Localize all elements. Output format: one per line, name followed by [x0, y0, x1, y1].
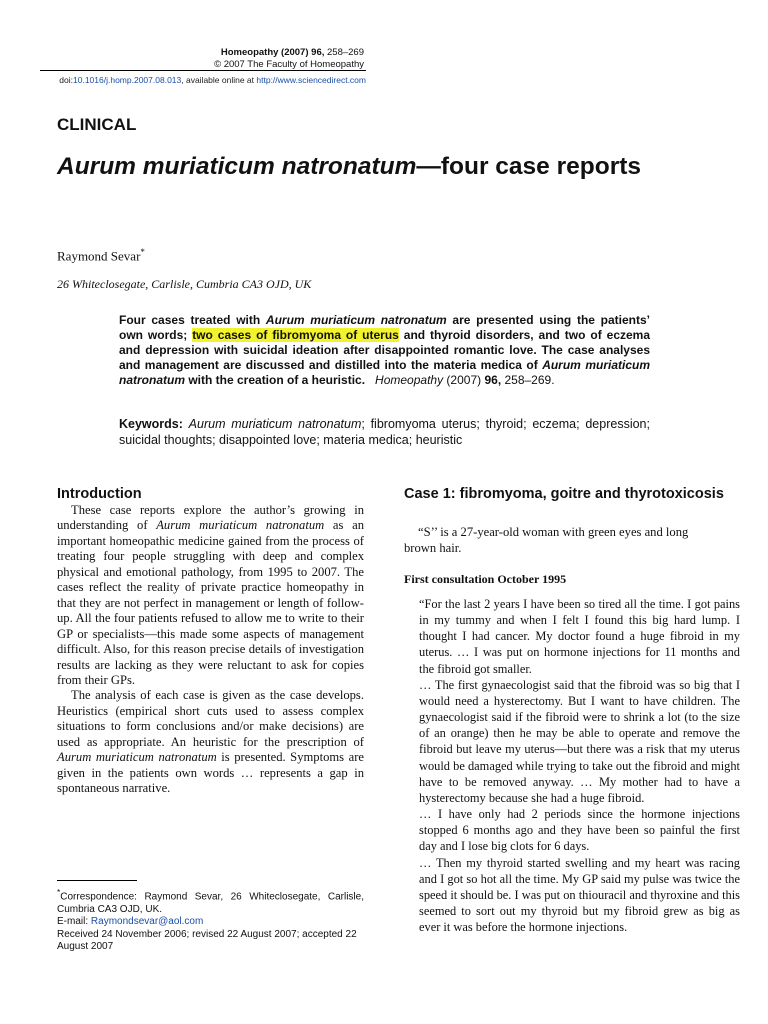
abstract-text: with the creation of a heuristic.	[185, 373, 366, 387]
journal-name: Homeopathy (2007)	[220, 47, 309, 58]
keyword-remedy: Aurum muriaticum natronatum	[188, 417, 362, 431]
intro-text: The analysis of each case is given as the case develops. Heuristics (empirical short cuts used to assess complex situations to form conclusions and/or make decisions) are used as appropriate. An heuristic for the prescription of	[57, 688, 364, 749]
doi-prefix: doi:	[59, 75, 74, 85]
journal-line	[34, 47, 364, 59]
title-rest: —four case reports	[416, 153, 642, 180]
intro-text: These case reports explore the author’s growing in understanding of	[57, 503, 364, 533]
journal-volume: 96,	[311, 47, 325, 58]
keywords-list: ; fibromyoma uterus; thyroid; eczema; depression; suicidal thoughts; disappointed love; materia medica; heuristic	[119, 417, 650, 447]
case1-intro: “S’’ is a 27-year-old woman with green eyes and long brown hair.	[404, 525, 689, 555]
title-remedy: Aurum muriaticum natronatum	[57, 153, 417, 180]
doi-link[interactable]: 10.1016/j.homp.2007.08.013	[73, 75, 182, 85]
footnote-mark: *	[57, 887, 61, 897]
abstract-highlight: two cases of fibromyoma of uterus	[192, 328, 399, 342]
abstract-citation	[375, 373, 481, 387]
header-rule	[40, 70, 366, 71]
citation-journal: Homeopathy	[375, 373, 444, 387]
email-label: E-mail:	[57, 916, 91, 928]
received-dates: Received 24 November 2006; revised 22 August 2007; accepted 22 August 2007	[57, 928, 357, 953]
author-name: Raymond Sevar	[57, 248, 141, 264]
abstract	[119, 313, 650, 388]
introduction-body	[57, 503, 364, 797]
abstract-text: are presented using the patients’ own words;	[119, 313, 651, 342]
intro-remedy: Aurum muriaticum natronatum	[57, 750, 217, 765]
quote-paragraph: “For the last 2 years I have been so tired all the time. I got pains in my tummy and when I felt I found this big hard lump. I thought I had cancer. My doctor found a huge fibroid in my uterus. … I was put on hormone injections for 11 months and the fibroid got smaller.	[419, 597, 740, 676]
journal-citation	[34, 47, 364, 71]
correspondence-text: Correspondence: Raymond Sevar, 26 Whiteclosegate, Carlisle, Cumbria CA3 OJD, UK.	[57, 891, 364, 915]
author-footnote-mark[interactable]: *	[140, 247, 145, 257]
quote-paragraph: … I have only had 2 periods since the hormone injections stopped 6 months ago and they have been so painful the first day and I lose big clots for 6 days.	[419, 807, 740, 854]
intro-text: as an important homeopathic medicine gained from the process of treating four people struggling with deep and complex physical and emotional pathology, from 1995 to 2007. The cases reflect the reality of private practice homeopathy in that they are not perfect in management or length of follow-up. All the four patients refused to allow me to write to their GP or specialists—this made some aspects of management difficult. Also, for this reason precise details of investigation results are lacking as they were reluctant to ask for copies from their GPs.	[57, 518, 364, 687]
introduction-heading: Introduction	[57, 486, 142, 502]
quote-paragraph: … Then my thyroid started swelling and my heart was racing and I got so hot all the time. My GP said my pulse was twice the speed it should be. I was put on thiouracil and thyroxine and this seemed to sort out my thyroid but my fibroid grew as big as ever it was before the hormone injections.	[419, 855, 740, 935]
sciencedirect-link[interactable]: http://www.sciencedirect.com	[256, 75, 366, 85]
section-label: CLINICAL	[57, 115, 137, 134]
copyright-line: © 2007 The Faculty of Homeopathy	[214, 59, 364, 70]
intro-text: is presented. Symptoms are given in the patients own words … represents a gap in spontaneous narrative.	[57, 750, 364, 796]
intro-paragraph	[57, 503, 364, 688]
affiliation: 26 Whiteclosegate, Carlisle, Cumbria CA3 OJD, UK	[57, 277, 312, 291]
doi-middle: , available online at	[181, 75, 257, 85]
citation-volume: 96,	[484, 373, 502, 387]
email-link[interactable]: Raymondsevar@aol.com	[90, 916, 204, 928]
citation-pages: 258–269.	[501, 373, 555, 387]
email-line	[57, 916, 364, 929]
abstract-text: and thyroid disorders, and two of eczema and depression with suicidal ideation after disappointed romantic love. The case analyses and management are discussed and distilled into the materia medica of	[119, 328, 651, 372]
journal-pages: 258–269	[327, 47, 364, 58]
doi-line	[40, 75, 366, 85]
author	[57, 247, 145, 264]
abstract-text: Four cases treated with	[119, 313, 266, 327]
keywords-label: Keywords:	[119, 417, 183, 431]
keywords	[119, 416, 650, 448]
consultation-heading: First consultation October 1995	[404, 572, 567, 586]
patient-quote	[419, 596, 740, 935]
citation-year: (2007)	[443, 373, 482, 387]
footnote-rule	[57, 880, 137, 881]
intro-paragraph	[57, 688, 364, 796]
case1-heading: Case 1: fibromyoma, goitre and thyrotoxicosis	[404, 486, 724, 502]
abstract-remedy: Aurum muriaticum natronatum	[265, 313, 447, 327]
footnote	[57, 886, 364, 954]
quote-paragraph: … The first gynaecologist said that the fibroid was so big that I would need a hysterectomy. But I want to have children. The gynaecologist said if the fibroid were to shrink a lot (to the size of an orange) then he may be able to operate and remove the fibroid but leave my uterus—but there was a risk that my uterus would be damaged while trying to take out the fibroid and might have to be removed anyway. … My mother had to have a hysterectomy because she had a huge fibroid.	[419, 677, 740, 805]
correspondence	[57, 886, 364, 916]
article-title	[57, 151, 677, 183]
intro-remedy: Aurum muriaticum natronatum	[156, 518, 325, 533]
abstract-remedy: Aurum muriaticum natronatum	[119, 358, 650, 387]
